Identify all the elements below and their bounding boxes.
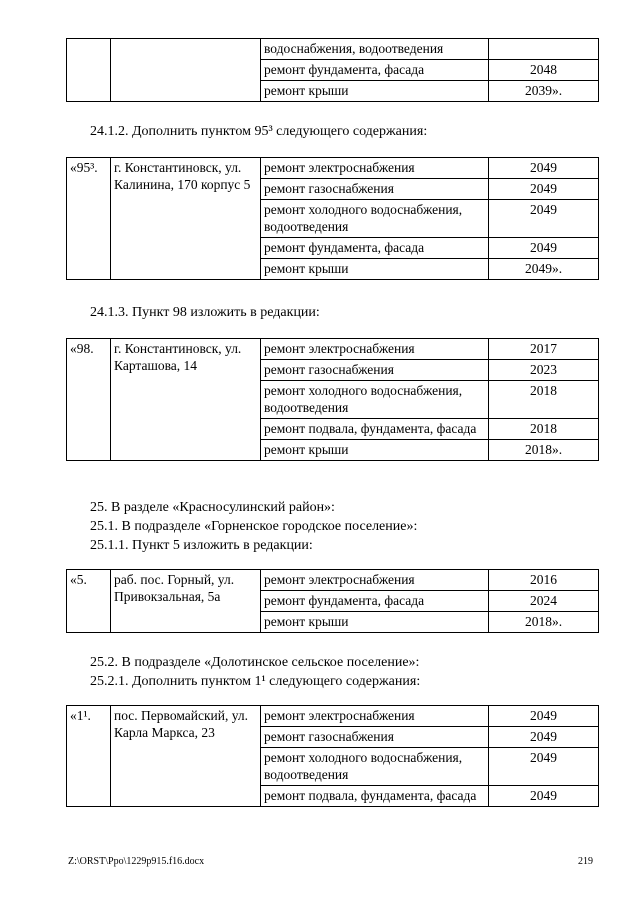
cell-year <box>489 39 599 60</box>
cell-work: ремонт холодного водоснабжения, водоотведения <box>261 200 489 238</box>
cell-work: ремонт крыши <box>261 440 489 461</box>
table-row <box>67 158 599 179</box>
cell-work: ремонт газоснабжения <box>261 360 489 381</box>
table-item-95-3 <box>66 157 599 280</box>
cell-year: 2049 <box>489 748 599 786</box>
cell-year: 2049 <box>489 706 599 727</box>
cell-work: ремонт подвала, фундамента, фасада <box>261 419 489 440</box>
table-row <box>67 339 599 360</box>
cell-year: 2018 <box>489 419 599 440</box>
cell-year: 2018 <box>489 381 599 419</box>
cell-work: ремонт электроснабжения <box>261 158 489 179</box>
cell-year: 2017 <box>489 339 599 360</box>
cell-num: «5. <box>67 570 111 633</box>
paragraph-25-2: 25.2. В подразделе «Долотинское сельское поселение»: <box>90 655 420 670</box>
cell-work: ремонт фундамента, фасада <box>261 238 489 259</box>
table-continuation <box>66 38 599 102</box>
cell-year: 2049 <box>489 238 599 259</box>
table-row <box>67 570 599 591</box>
cell-year: 2023 <box>489 360 599 381</box>
cell-work: ремонт электроснабжения <box>261 570 489 591</box>
cell-year: 2016 <box>489 570 599 591</box>
cell-num: «1¹. <box>67 706 111 807</box>
cell-work: ремонт электроснабжения <box>261 339 489 360</box>
cell-address: раб. пос. Горный, ул. Привокзальная, 5а <box>111 570 261 633</box>
cell-num: «98. <box>67 339 111 461</box>
cell-num <box>67 39 111 102</box>
cell-address <box>111 39 261 102</box>
cell-year: 2049 <box>489 786 599 807</box>
cell-year: 2024 <box>489 591 599 612</box>
paragraph-25-1-1: 25.1.1. Пункт 5 изложить в редакции: <box>90 538 313 553</box>
cell-work: ремонт электроснабжения <box>261 706 489 727</box>
paragraph-25: 25. В разделе «Красносулинский район»: <box>90 500 335 515</box>
cell-year: 2049 <box>489 200 599 238</box>
cell-num: «95³. <box>67 158 111 280</box>
cell-work: ремонт газоснабжения <box>261 179 489 200</box>
cell-year: 2048 <box>489 60 599 81</box>
cell-work: ремонт фундамента, фасада <box>261 591 489 612</box>
table-item-98 <box>66 338 599 461</box>
cell-work: ремонт холодного водоснабжения, водоотведения <box>261 748 489 786</box>
paragraph-24-1-2: 24.1.2. Дополнить пунктом 95³ следующего содержания: <box>90 124 428 139</box>
cell-year: 2049 <box>489 179 599 200</box>
cell-year: 2049 <box>489 158 599 179</box>
paragraph-25-1: 25.1. В подразделе «Горненское городское поселение»: <box>90 519 418 534</box>
cell-year: 2049 <box>489 727 599 748</box>
cell-year: 2039». <box>489 81 599 102</box>
cell-work: ремонт крыши <box>261 259 489 280</box>
cell-work: ремонт холодного водоснабжения, водоотведения <box>261 381 489 419</box>
table-row <box>67 706 599 727</box>
cell-address: пос. Первомайский, ул. Карла Маркса, 23 <box>111 706 261 807</box>
cell-year: 2018». <box>489 440 599 461</box>
table-item-5 <box>66 569 599 633</box>
cell-year: 2018». <box>489 612 599 633</box>
table-item-1-1 <box>66 705 599 807</box>
footer-page-number: 219 <box>578 856 593 867</box>
cell-address: г. Константиновск, ул. Карташова, 14 <box>111 339 261 461</box>
cell-year: 2049». <box>489 259 599 280</box>
cell-work: ремонт крыши <box>261 612 489 633</box>
paragraph-25-2-1: 25.2.1. Дополнить пунктом 1¹ следующего содержания: <box>90 674 421 689</box>
cell-work: ремонт газоснабжения <box>261 727 489 748</box>
footer-file-path: Z:\ORST\Ppo\1229p915.f16.docx <box>68 856 205 867</box>
paragraph-24-1-3: 24.1.3. Пункт 98 изложить в редакции: <box>90 305 320 320</box>
cell-work: ремонт подвала, фундамента, фасада <box>261 786 489 807</box>
cell-work: водоснабжения, водоотведения <box>261 39 489 60</box>
cell-work: ремонт крыши <box>261 81 489 102</box>
cell-address: г. Константиновск, ул. Калинина, 170 корпус 5 <box>111 158 261 280</box>
table-row <box>67 39 599 60</box>
cell-work: ремонт фундамента, фасада <box>261 60 489 81</box>
